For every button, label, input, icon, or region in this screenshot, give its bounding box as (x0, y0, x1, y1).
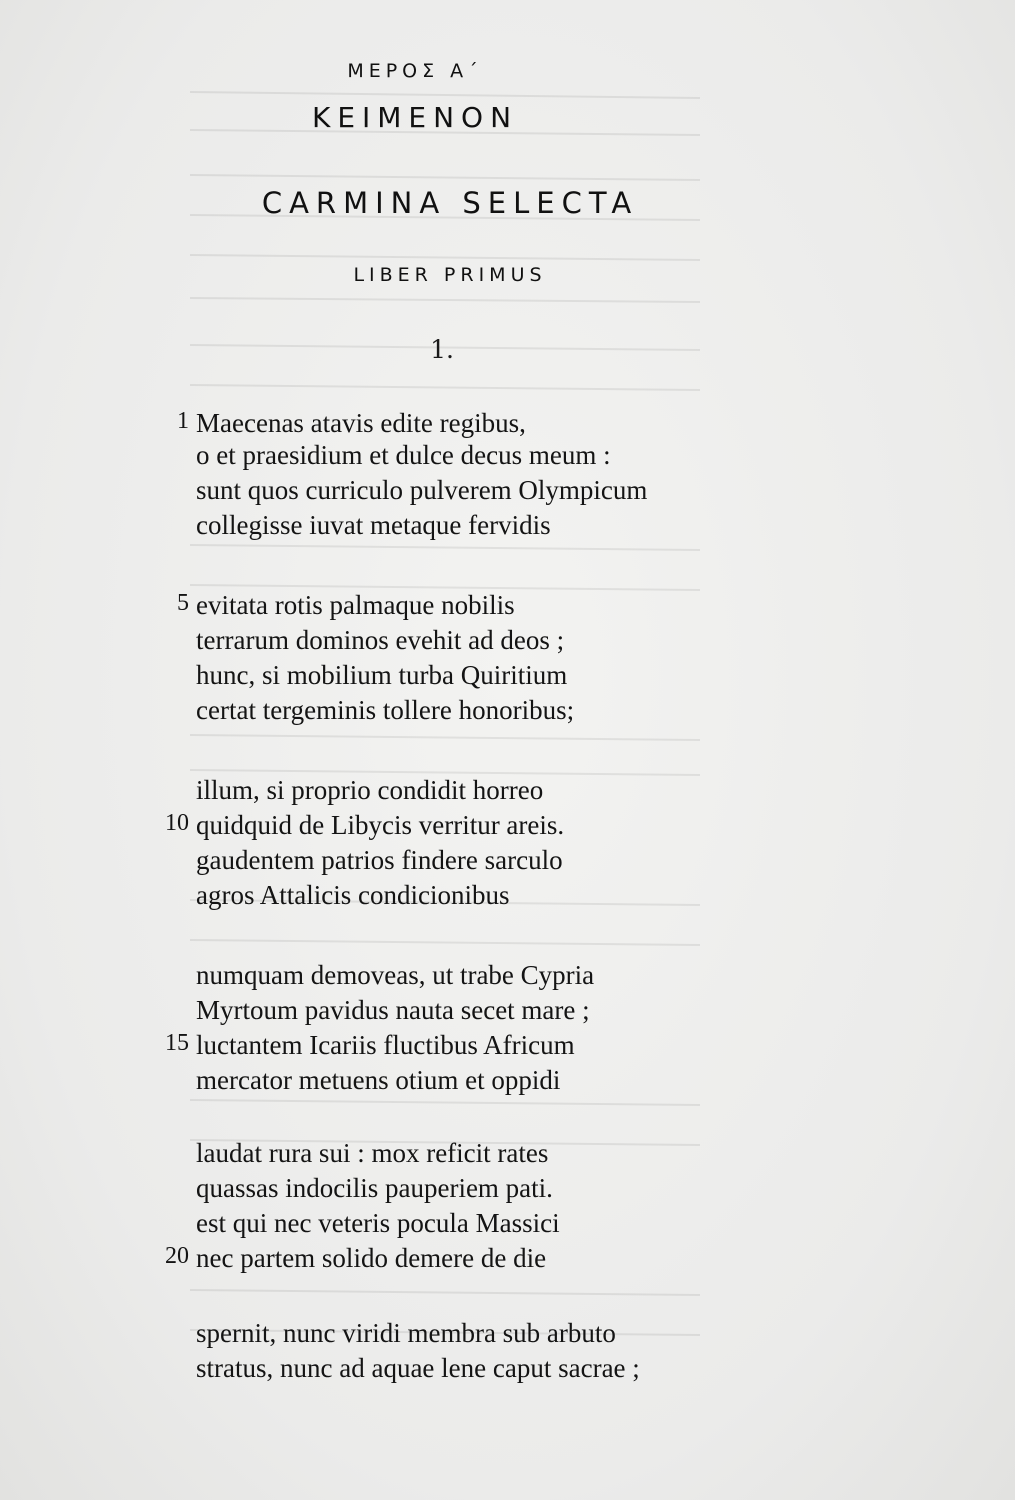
verse-text: est qui nec veteris pocula Massici (196, 1208, 560, 1238)
verse-line (0, 475, 1015, 511)
verse-text: collegisse iuvat metaque fervidis (196, 510, 551, 540)
verse-text: nec partem solido demere de die (196, 1243, 547, 1273)
line-number: 15 (165, 1030, 189, 1056)
verse-text: agros Attalicis condicionibus (196, 880, 510, 910)
verse-line (0, 880, 1015, 916)
verse-line (0, 1138, 1015, 1174)
verse-text: quidquid de Libycis verritur areis. (196, 810, 565, 840)
verse-line (0, 960, 1015, 996)
verse-text: illum, si proprio condidit horreo (196, 775, 544, 805)
line-number: 10 (165, 810, 189, 836)
verse-text: numquam demoveas, ut trabe Cypria (196, 960, 595, 990)
verse-line (0, 1208, 1015, 1244)
verse-line (0, 1065, 1015, 1101)
line-number: 5 (177, 590, 189, 616)
verse-text: quassas indocilis pauperiem pati. (196, 1173, 553, 1203)
verse-text: Maecenas atavis edite regibus, (196, 408, 526, 438)
verse-line (0, 660, 1015, 696)
verse-text: gaudentem patrios findere sarculo (196, 845, 563, 875)
verse-text: o et praesidium et dulce decus meum : (196, 440, 611, 470)
verse-text: hunc, si mobilium turba Quiritium (196, 660, 568, 690)
line-number: 1 (177, 408, 189, 434)
poem-number: 1. (430, 335, 454, 364)
verse-line (0, 810, 1015, 846)
verse-line (0, 1318, 1015, 1354)
verse-text: mercator metuens otium et oppidi (196, 1065, 561, 1095)
verse-text: sunt quos curriculo pulverem Olympicum (196, 475, 648, 505)
verse-line (0, 1173, 1015, 1209)
verse-line (0, 1353, 1015, 1389)
verse-line (0, 1243, 1015, 1279)
verse-line (0, 995, 1015, 1031)
verse-line (0, 408, 1015, 444)
verse-text: certat tergeminis tollere honoribus; (196, 695, 575, 725)
verse-text: evitata rotis palmaque nobilis (196, 590, 515, 620)
verse-line (0, 440, 1015, 476)
verse-text: Myrtoum pavidus nauta secet mare ; (196, 995, 590, 1025)
verse-text: spernit, nunc viridi membra sub arbuto (196, 1318, 616, 1348)
book-subtitle: LIBER PRIMUS (353, 264, 547, 286)
verse-line (0, 695, 1015, 731)
verse-line (0, 775, 1015, 811)
verse-line (0, 845, 1015, 881)
verse-line (0, 590, 1015, 626)
verse-text: terrarum dominos evehit ad deos ; (196, 625, 565, 655)
book-title: CARMINA SELECTA (261, 186, 639, 220)
section-heading: ΚΕΙΜΕΝΟΝ (311, 101, 519, 134)
verse-text: laudat rura sui : mox reficit rates (196, 1138, 549, 1168)
verse-text: stratus, nunc ad aquae lene caput sacrae ; (196, 1353, 640, 1383)
verse-line (0, 1030, 1015, 1066)
line-number: 20 (165, 1243, 189, 1269)
verse-text: luctantem Icariis fluctibus Africum (196, 1030, 575, 1060)
verse-line (0, 510, 1015, 546)
verse-line (0, 625, 1015, 661)
part-heading: ΜΕΡΟΣ Α΄ (347, 60, 483, 82)
